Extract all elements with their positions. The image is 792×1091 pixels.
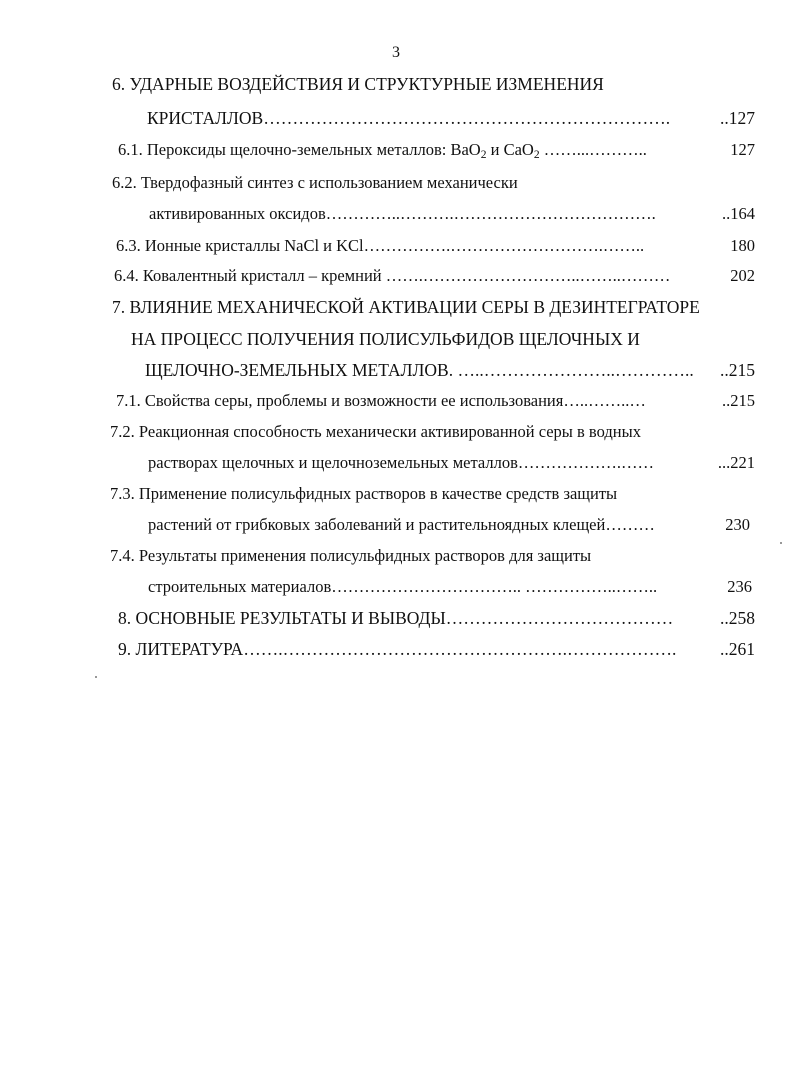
toc-entry-7-4[interactable] [148, 579, 752, 596]
toc-section-7-title-line2: НА ПРОЦЕСС ПОЛУЧЕНИЯ ПОЛИСУЛЬФИДОВ ЩЕЛОЧНЫХ И [131, 329, 640, 349]
toc-entry-7-3[interactable] [148, 517, 750, 534]
toc-entry-title: строительных материалов [148, 579, 332, 596]
toc-leader: …..…………………..………….. [457, 362, 694, 380]
toc-section-8[interactable] [118, 610, 755, 628]
toc-leader: ……...……….. [539, 142, 647, 159]
toc-page-number: 230 [725, 515, 750, 534]
toc-entry-6-4[interactable] [114, 268, 755, 285]
toc-entry-6-3[interactable] [116, 238, 755, 255]
toc-page-number: ..127 [720, 108, 755, 128]
toc-entry-title: 8. ОСНОВНЫЕ РЕЗУЛЬТАТЫ И ВЫВОДЫ [118, 610, 446, 628]
scan-speck [780, 542, 782, 544]
toc-entry-title: растений от грибковых заболеваний и растительноядных клещей [148, 517, 606, 534]
toc-leader: …….………………………..……..……… [385, 268, 671, 285]
toc-entry-title: активированных оксидов [149, 206, 326, 223]
toc-leader: ……………….…… [517, 455, 655, 472]
toc-entry-7-3-title-line1: 7.3. Применение полисульфидных растворов в качестве средств защиты [110, 484, 618, 503]
page-number: 3 [392, 44, 400, 61]
toc-entry-6-2-title-line1: 6.2. Твердофазный синтез с использованием механически [112, 173, 518, 192]
toc-page-number: 236 [727, 577, 752, 596]
toc-section-6-entry[interactable] [147, 110, 755, 128]
toc-section-6-title-line2: КРИСТАЛЛОВ [147, 110, 264, 128]
toc-leader: ………………………………… [445, 610, 674, 628]
toc-entry-6-2[interactable] [149, 206, 755, 223]
toc-page-number: ..261 [720, 639, 755, 659]
toc-section-7-title-line3: ЩЕЛОЧНО-ЗЕМЕЛЬНЫХ МЕТАЛЛОВ. [145, 362, 458, 380]
toc-leader: …………….……………………….…….. [363, 238, 645, 255]
toc-leader: …….………………………………………….………………. [243, 641, 677, 659]
toc-page-number: ...221 [717, 453, 755, 472]
toc-leader: ……………………………………………………………. [263, 110, 671, 128]
toc-entry-7-2-title-line1: 7.2. Реакционная способность механически активированной серы в водных [110, 422, 641, 441]
toc-page-number: ..258 [720, 608, 755, 628]
toc-leader: …………………………….. ……………..…….. [331, 579, 658, 596]
toc-page-number: 202 [730, 266, 755, 285]
toc-entry-7-2[interactable] [148, 455, 755, 472]
toc-page-number: 180 [730, 236, 755, 255]
toc-leader: …………..……….………………………………. [325, 206, 656, 223]
toc-entry-6-1[interactable] [118, 142, 755, 159]
toc-page-number: 127 [730, 140, 755, 159]
toc-entry-title: 7.1. Свойства серы, проблемы и возможности ее использования [116, 393, 564, 410]
toc-page-number: ..215 [720, 360, 755, 380]
toc-section-7-entry[interactable] [145, 362, 755, 380]
toc-leader: ……… [605, 517, 655, 534]
toc-entry-title: растворах щелочных и щелочноземельных металлов [148, 455, 518, 472]
toc-page-number: ..164 [722, 204, 755, 223]
toc-section-9[interactable] [118, 641, 755, 659]
scan-speck [95, 676, 97, 678]
toc-entry-title: 6.3. Ионные кристаллы NaCl и KCl [116, 238, 364, 255]
toc-entry-title: 6.1. Пероксиды щелочно-земельных металлов: BaO$_2$ и CaO$_2$ [118, 142, 540, 159]
toc-page-number: ..215 [722, 391, 755, 410]
toc-section-7-title-line1: 7. ВЛИЯНИЕ МЕХАНИЧЕСКОЙ АКТИВАЦИИ СЕРЫ В ДЕЗИНТЕГРАТОРЕ [112, 297, 700, 317]
toc-entry-title: 6.4. Ковалентный кристалл – кремний [114, 268, 386, 285]
toc-entry-7-4-title-line1: 7.4. Результаты применения полисульфидных растворов для защиты [110, 546, 592, 565]
toc-entry-title: 9. ЛИТЕРАТУРА [118, 641, 244, 659]
toc-section-6-title-line1: 6. УДАРНЫЕ ВОЗДЕЙСТВИЯ И СТРУКТУРНЫЕ ИЗМЕНЕНИЯ [112, 74, 604, 94]
toc-leader: …..……..… [563, 393, 646, 410]
toc-entry-7-1[interactable] [116, 393, 755, 410]
